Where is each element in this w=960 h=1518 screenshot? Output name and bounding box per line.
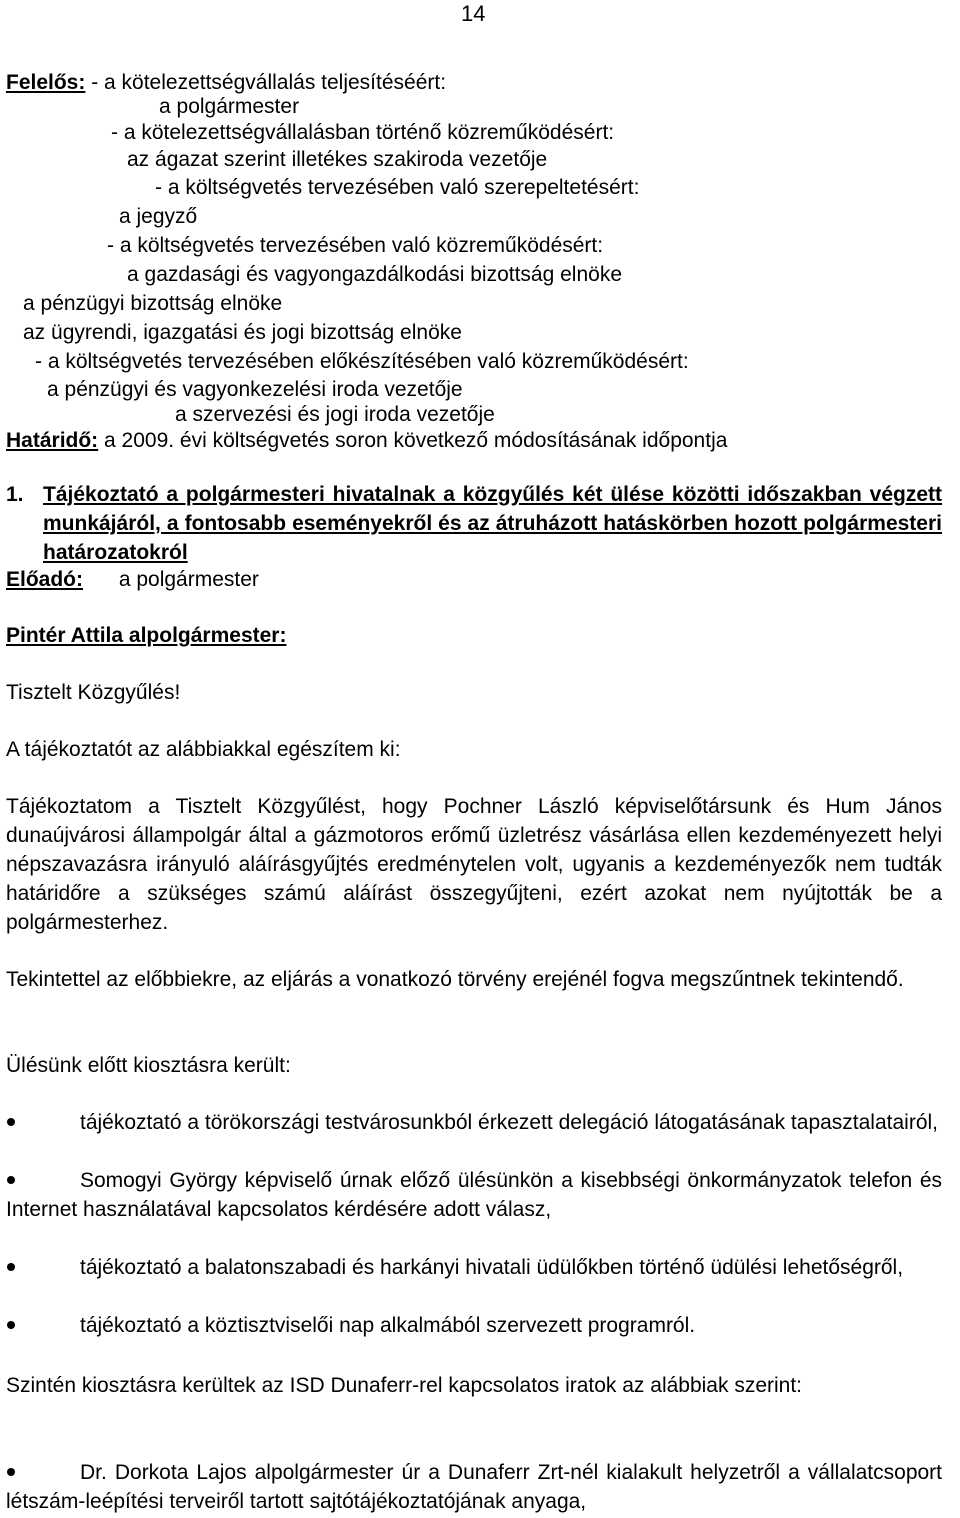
handout-intro: Ülésünk előtt kiosztásra került: [6,1054,291,1077]
responsible-line: a pénzügyi és vagyonkezelési iroda vezetője [47,378,463,401]
responsible-line: a polgármester [159,95,300,118]
greeting: Tisztelt Közgyűlés! [6,681,181,704]
agenda-item-title: Tájékoztató a polgármesteri hivatalnak a közgyűlés két ülése közötti időszakban végzett munkájáról, a fontosabb eseményekről és az átruházott hatáskörben hozott polgármesteri határozatokról [43,483,942,564]
responsible-line: a szervezési és jogi iroda vezetője [175,403,495,426]
page-number: 14 [461,1,486,26]
isd-intro: Szintén kiosztásra kerültek az ISD Dunaferr-rel kapcsolatos iratok az alábbiak szerint: [6,1374,803,1397]
responsible-line: - a költségvetés tervezésében előkészítésében való közreműködésért: [35,350,689,373]
responsible-label: Felelős: [6,71,86,94]
list-item: Somogyi György képviselő úrnak előző ülésünkön a kisebbségi önkormányzatok telefon és Internet használatával kapcsolatos kérdésére adott válasz, [6,1169,942,1221]
intro-text: A tájékoztatót az alábbiakkal egészítem ki: [6,738,401,761]
deadline-label: Határidő: [6,429,99,452]
speaker-name: Pintér Attila alpolgármester: [6,624,287,647]
deadline [6,430,727,451]
responsible-line: - a költségvetés tervezésében való szerepeltetésért: [155,176,640,199]
responsible-line: az ágazat szerint illetékes szakiroda vezetője [127,148,548,171]
list-item: tájékoztató a balatonszabadi és harkányi hivatali üdülőkben történő üdülési lehetőségről, [80,1256,904,1279]
responsible-line: a pénzügyi bizottság elnöke [23,292,283,315]
list-item: Dr. Dorkota Lajos alpolgármester úr a Dunaferr Zrt-nél kialakult helyzetről a vállalatcsoport létszám-leépítési terveiről tartott sajtótájékoztatójának anyaga, [6,1461,942,1513]
presenter-label: Előadó: [6,568,83,591]
presenter-name: a polgármester [118,568,259,591]
responsible-section [6,72,446,93]
agenda-item-number: 1. [6,483,24,506]
presenter-line [6,569,259,590]
list-item: tájékoztató a törökországi testvárosunkból érkezett delegáció látogatásának tapasztalatairól, [80,1111,939,1134]
responsible-line: - a kötelezettségvállalásban történő közreműködésért: [111,121,615,144]
deadline-text: a 2009. évi költségvetés soron következő módosításának időpontja [98,429,728,452]
responsible-line: - a kötelezettségvállalás teljesítéséért: [91,71,447,94]
list-item: tájékoztató a köztisztviselői nap alkalmából szervezett programról. [80,1314,696,1337]
responsible-line: a gazdasági és vagyongazdálkodási bizottság elnöke [127,263,623,286]
responsible-line: - a költségvetés tervezésében való közreműködésért: [107,234,604,257]
paragraph-signature-collection: Tájékoztatom a Tisztelt Közgyűlést, hogy Pochner László képviselőtársunk és Hum János dunaújvárosi állampolgár által a gázmotoros erőmű üzletrész vásárlása ellen kezdeményezett helyi népszavazásra irányuló aláírásgyűjtés eredménytelen volt, ugyanis a kezdeményezők nem tudták határidőre a szükséges számú aláírást összegyűjteni, ezért azokat nem nyújtották be a polgármesterhez. [6,795,942,934]
paragraph-procedure-terminated: Tekintettel az előbbiekre, az eljárás a vonatkozó törvény erejénél fogva megszűntnek tekintendő. [6,968,904,991]
responsible-line: a jegyző [119,205,198,228]
responsible-line: az ügyrendi, igazgatási és jogi bizottság elnöke [23,321,462,344]
